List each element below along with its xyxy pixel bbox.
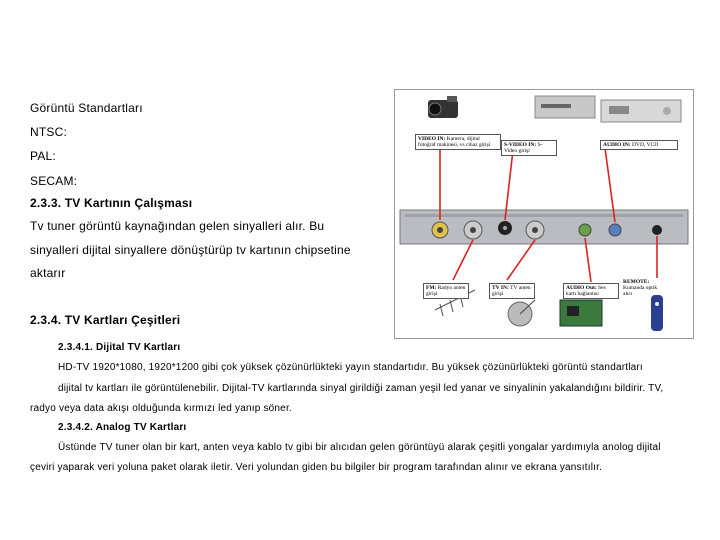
vcr-icon: [535, 96, 595, 118]
section-2342-line: Üstünde TV tuner olan bir kart, anten veya kablo tv gibi bir alıcıdan gelen görüntüyü alarak çeşitli yongalar yardımıyla anolog dijital: [58, 442, 661, 453]
section-2341-line: HD-TV 1920*1080, 1920*1200 gibi çok yüksek çözünürlükteki yayın standartıdır. Bu yüksek çözünürlükteki görüntü standartları: [58, 362, 643, 373]
sound-card-icon: [560, 300, 602, 326]
section-2342-line: çeviri yaparak veri yoluna paket olarak iletir. Veri yolundan giden bu bilgiler bir program tarafından alınır ve ekrana yansıtılır.: [30, 462, 603, 473]
remote-control-icon: [651, 295, 663, 331]
label-fm: FM: Radyo anten girişi: [423, 283, 469, 299]
section-233-line: aktarır: [30, 266, 66, 280]
section-233-title: 2.3.3. TV Kartının Çalışması: [30, 196, 193, 210]
audio-in-connector-icon: [609, 224, 621, 236]
satellite-dish-icon: [508, 300, 535, 326]
section-2341-line: radyo veya data akışı olduğunda kırmızı led yanıp söner.: [30, 403, 292, 414]
camcorder-icon: [428, 96, 458, 118]
section-233-line: Tv tuner görüntü kaynağından gelen sinyalleri alır. Bu: [30, 219, 325, 233]
section-2341-line: dijital tv kartları ile görüntülenebilir. Dijital-TV kartlarında sinyal girildiği zaman yeşil led yanar ve sinyalinin yakalandığını bildirir. TV,: [58, 383, 664, 394]
fm-connector-icon: [464, 221, 482, 239]
tv-card-figure: [394, 89, 694, 339]
label-video-in: VIDEO IN: Kamera, dijital fotoğraf makinesi, vs cihaz girişi: [415, 134, 501, 150]
remote-connector-icon: [652, 225, 662, 235]
standard-ntsc: NTSC:: [30, 125, 67, 139]
section-233-line: sinyalleri dijital sinyallere dönüştürüp tv kartının chipsetine: [30, 243, 351, 257]
section-2341-title: 2.3.4.1. Dijital TV Kartları: [58, 342, 181, 353]
tv-card-illustration: [395, 90, 693, 338]
section-2342-title: 2.3.4.2. Analog TV Kartları: [58, 422, 187, 433]
label-audio-in: AUDIO IN: DVD, VCD: [600, 140, 678, 150]
standard-pal: PAL:: [30, 149, 56, 163]
label-tv-in: TV IN: TV anten girişi: [489, 283, 535, 299]
heading: Görüntü Standartları: [30, 101, 143, 115]
standard-secam: SECAM:: [30, 174, 78, 188]
dvd-player-icon: [601, 100, 681, 122]
label-svideo-in: S-VIDEO IN: S-Video girişi: [501, 140, 557, 156]
svideo-connector-icon: [498, 221, 512, 235]
label-audio-out: AUDIO Out: Ses kartı bağlantısı: [563, 283, 619, 299]
label-remote: REMOTE: Kumanda optik alıcı: [623, 279, 658, 297]
section-234-title: 2.3.4. TV Kartları Çeşitleri: [30, 313, 181, 327]
audio-out-connector-icon: [579, 224, 591, 236]
tv-in-connector-icon: [526, 221, 544, 239]
video-in-connector-icon: [432, 222, 448, 238]
